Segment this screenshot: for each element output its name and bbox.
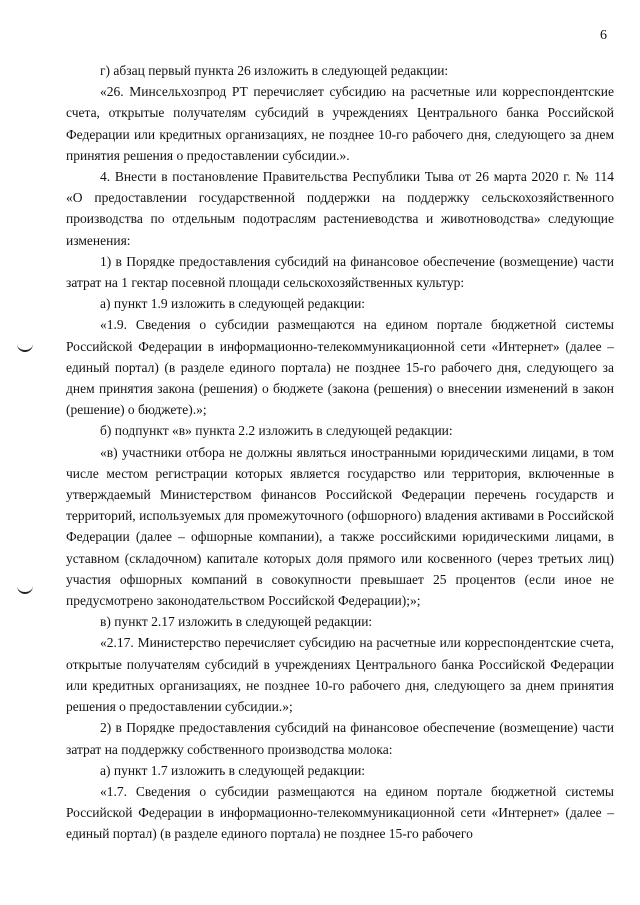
paragraph: «1.9. Сведения о субсидии размещаются на едином портале бюджетной системы Российской Федерации в информационно-телекоммуникационной сети «Интернет» (далее – единый портал) (в разделе единого портала) не позднее 15-го рабочего дня, следующего за днем принятия закона (решения) о бюджете (закона (решения) о внесении изменений в закон (решение) о бюджете).»; bbox=[66, 317, 614, 418]
paragraph: б) подпункт «в» пункта 2.2 изложить в следующей редакции: bbox=[100, 423, 453, 439]
paragraph: «в) участники отбора не должны являться иностранными юридическими лицами, в том числе местом регистрации которых является государство или территория, включенные в утверждаемый Министерством финансов Российской Федерации перечень государств и территорий, используемых для промежуточного (офшорного) владения активами в Российской Федерации (далее – офшорные компании), а также российскими юридическими лицами, в уставном (складочном) капитале которых доля прямого или косвенного (через третьих лиц) участия офшорных компаний в совокупности превышает 25 процентов (если иное не предусмотрено законодательством Российской Федерации);»; bbox=[66, 444, 614, 609]
paragraph: а) пункт 1.9 изложить в следующей редакции: bbox=[100, 296, 366, 312]
paragraph: «1.7. Сведения о субсидии размещаются на едином портале бюджетной системы Российской Федерации в информационно-телекоммуникационной сети «Интернет» (далее – единый портал) (в разделе единого портала) не позднее 15-го рабочего bbox=[66, 783, 614, 842]
paragraph: 1) в Порядке предоставления субсидий на финансовое обеспечение (возмещение) части затрат на 1 гектар посевной площади сельскохозяйственных культур: bbox=[66, 253, 614, 291]
margin-mark bbox=[17, 584, 33, 594]
document-body bbox=[66, 60, 614, 845]
paragraph: 4. Внести в постановление Правительства Республики Тыва от 26 марта 2020 г. № 114 «О предоставлении государственной поддержки на поддержку сельскохозяйственного производства по отдельным подотраслям растениеводства и животноводства» следующие изменения: bbox=[66, 169, 614, 248]
paragraph: г) абзац первый пункта 26 изложить в следующей редакции: bbox=[100, 63, 449, 78]
paragraph: «26. Минсельхозпрод РТ перечисляет субсидию на расчетные или корреспондентские счета, открытые получателям субсидий в учреждениях Центрального банка Российской Федерации или кредитных организациях, не позднее 10-го рабочего дня, следующего за днем принятия решения о предоставлении субсидии.». bbox=[66, 84, 614, 163]
margin-mark bbox=[17, 342, 33, 352]
paragraph: а) пункт 1.7 изложить в следующей редакции: bbox=[100, 762, 366, 778]
page-number: 6 bbox=[600, 28, 607, 43]
paragraph: в) пункт 2.17 изложить в следующей редакции: bbox=[100, 614, 373, 630]
paragraph: «2.17. Министерство перечисляет субсидию на расчетные или корреспондентские счета, открытые получателям субсидий в учреждениях Центрального банка Российской Федерации или кредитных организациях, не позднее 10-го рабочего дня, следующего за днем принятия решения о предоставлении субсидии.»; bbox=[66, 635, 614, 715]
paragraph: 2) в Порядке предоставления субсидий на финансовое обеспечение (возмещение) части затрат на поддержку собственного производства молока: bbox=[66, 720, 614, 757]
